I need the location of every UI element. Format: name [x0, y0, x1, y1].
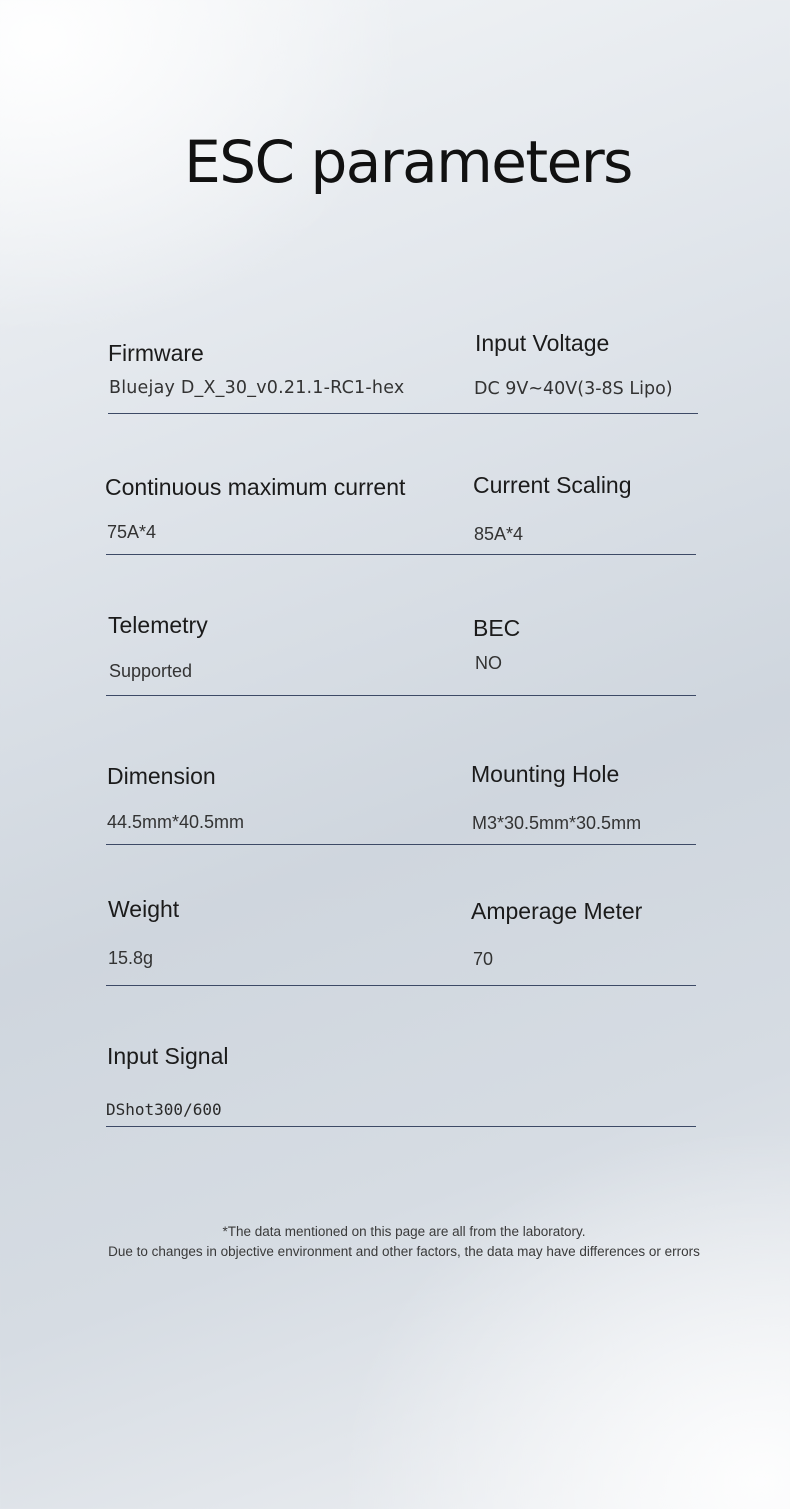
footnote-line-1: *The data mentioned on this page are all from the laboratory. — [222, 1224, 586, 1239]
input-signal-value: DShot300/600 — [106, 1100, 222, 1119]
footnote-line-2: Due to changes in objective environment and other factors, the data may have differences or errors — [108, 1244, 700, 1259]
page-title: ESC parameters — [184, 128, 632, 196]
current-scaling-label: Current Scaling — [473, 472, 632, 498]
dimension-value: 44.5mm*40.5mm — [107, 812, 245, 832]
continuous-current-label: Continuous maximum current — [105, 474, 406, 500]
weight-label: Weight — [108, 896, 180, 922]
firmware-label: Firmware — [108, 340, 204, 366]
row-divider-3 — [106, 695, 696, 696]
dimension-label: Dimension — [107, 763, 216, 789]
weight-value: 15.8g — [108, 948, 154, 968]
row-divider-1 — [108, 413, 698, 414]
bec-label: BEC — [473, 615, 521, 641]
telemetry-value: Supported — [109, 661, 193, 681]
input-signal-label: Input Signal — [107, 1043, 229, 1069]
input-voltage-value: DC 9V~40V(3-8S Lipo) — [474, 379, 673, 399]
telemetry-label: Telemetry — [108, 612, 208, 638]
input-voltage-label: Input Voltage — [475, 330, 610, 356]
row-divider-6 — [106, 1126, 696, 1127]
amperage-meter-value: 70 — [473, 949, 494, 969]
bec-value: NO — [475, 653, 502, 673]
amperage-meter-label: Amperage Meter — [471, 898, 643, 924]
firmware-value: Bluejay D_X_30_v0.21.1-RC1-hex — [109, 378, 405, 398]
mounting-hole-label: Mounting Hole — [471, 761, 620, 787]
row-divider-5 — [106, 985, 696, 986]
row-divider-2 — [106, 554, 696, 555]
row-divider-4 — [106, 844, 696, 845]
continuous-current-value: 75A*4 — [107, 522, 157, 542]
current-scaling-value: 85A*4 — [474, 524, 524, 544]
mounting-hole-value: M3*30.5mm*30.5mm — [472, 813, 642, 833]
